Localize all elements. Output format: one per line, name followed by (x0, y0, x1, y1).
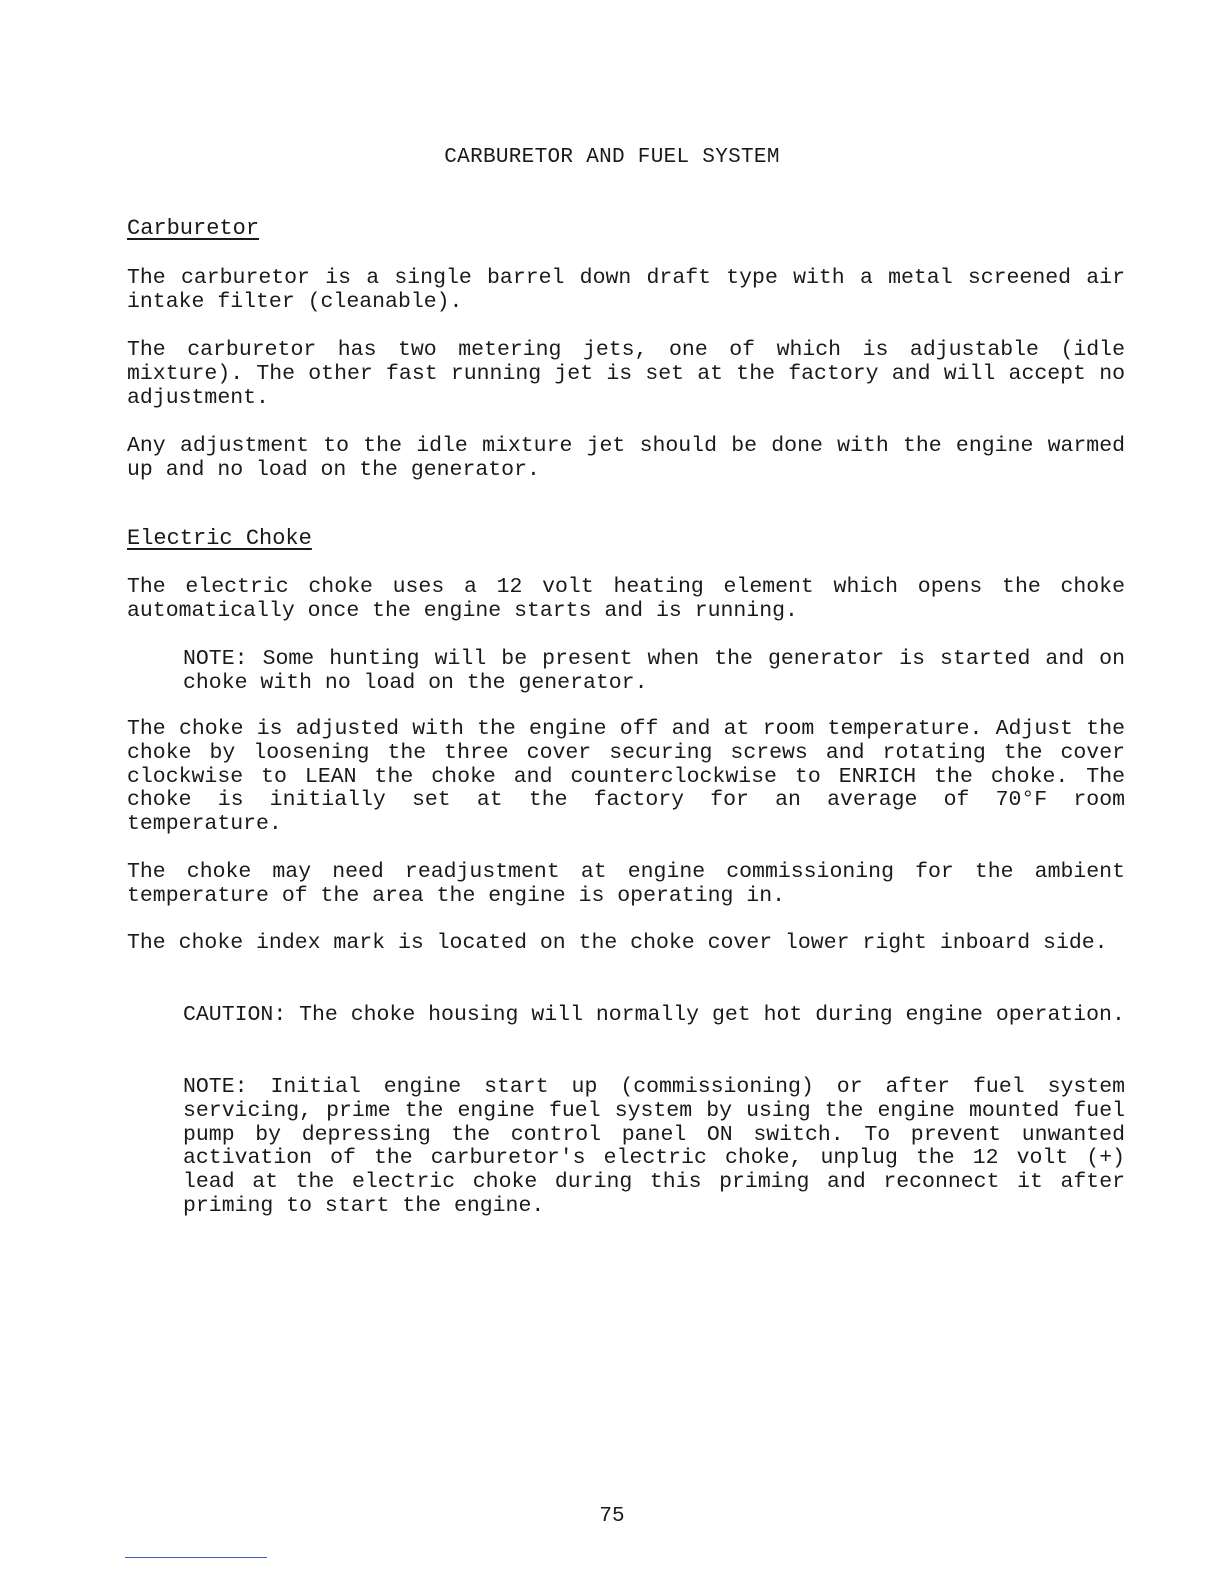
paragraph: The carburetor is a single barrel down draft type with a metal screened air intake filter (cleanable). (127, 266, 1125, 314)
caution-note: CAUTION: The choke housing will normally get hot during engine operation. (183, 1003, 1125, 1027)
section-heading-electric-choke: Electric Choke (127, 526, 312, 551)
paragraph: The choke is adjusted with the engine off and at room temperature. Adjust the choke by loosening the three cover securing screws and rotating the cover clockwise to LEAN the choke and counterclockwise to ENRICH the choke. The choke is initially set at the factory for an average of 70°F room temperature. (127, 717, 1125, 837)
paragraph: Any adjustment to the idle mixture jet should be done with the engine warmed up and no load on the generator. (127, 434, 1125, 482)
paragraph: The carburetor has two metering jets, one of which is adjustable (idle mixture). The other fast running jet is set at the factory and will accept no adjustment. (127, 338, 1125, 410)
page-title: CARBURETOR AND FUEL SYSTEM (444, 146, 780, 169)
page-number: 75 (599, 1505, 625, 1528)
paragraph: The electric choke uses a 12 volt heating element which opens the choke automatically once the engine starts and is running. (127, 575, 1125, 623)
section-heading-carburetor: Carburetor (127, 216, 260, 241)
paragraph: The choke index mark is located on the choke cover lower right inboard side. (127, 931, 1108, 955)
note: NOTE: Initial engine start up (commissioning) or after fuel system servicing, prime the engine fuel system by using the engine mounted fuel pump by depressing the control panel ON switch. To prevent unwanted activation of the carburetor's electric choke, unplug the 12 volt (+) lead at the electric choke during this priming and reconnect it after priming to start the engine. (183, 1075, 1125, 1218)
paragraph: The choke may need readjustment at engine commissioning for the ambient temperature of the area the engine is operating in. (127, 860, 1125, 908)
note: NOTE: Some hunting will be present when the generator is started and on choke with no load on the generator. (183, 647, 1125, 695)
footer-rule (125, 1557, 267, 1558)
